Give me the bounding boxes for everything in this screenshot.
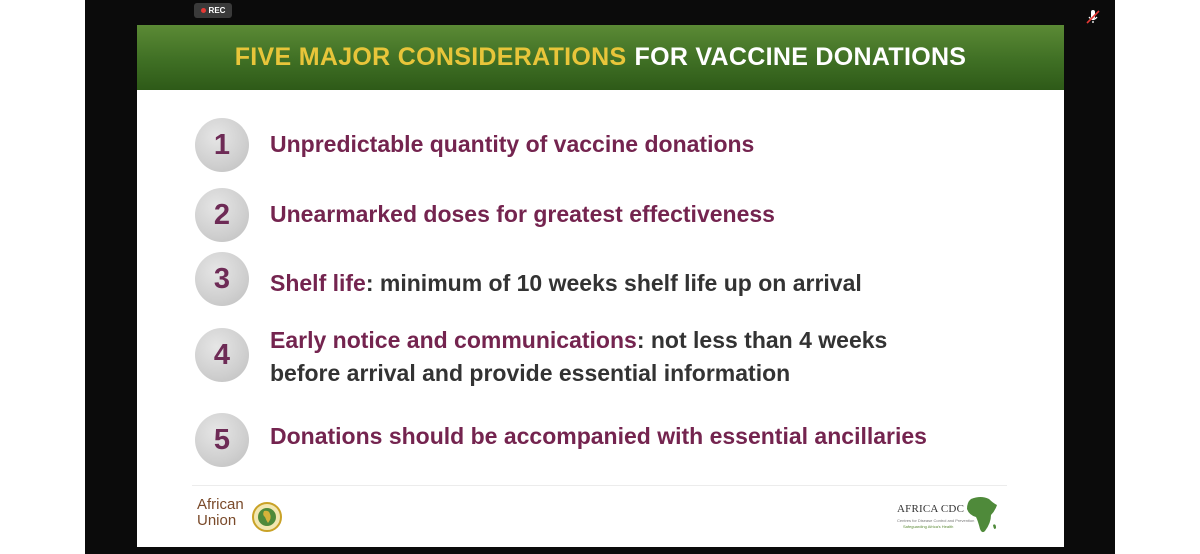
slide-title	[137, 25, 1064, 90]
consideration-item-5	[195, 410, 1055, 470]
number-circle: 3	[195, 252, 249, 306]
slide-title-rest: FOR VACCINE DONATIONS	[634, 43, 967, 71]
consideration-text	[270, 420, 927, 453]
african-union-logo	[197, 495, 297, 537]
number-circle: 2	[195, 188, 249, 242]
number-circle: 4	[195, 328, 249, 382]
consideration-rest: : not less than 4 weeks	[636, 327, 888, 353]
recording-label: REC	[208, 6, 226, 15]
africa-cdc-tagline: Safeguarding Africa's Health	[903, 524, 954, 529]
africa-map-icon	[963, 493, 1003, 537]
consideration-rest: : minimum of 10 weeks shelf life up on arrival	[365, 270, 862, 296]
africa-cdc-wordmark: AFRICA CDC	[897, 503, 965, 515]
au-line-2: Union	[197, 512, 237, 529]
slide-title-highlight: FIVE MAJOR CONSIDERATIONS	[234, 43, 627, 71]
recording-badge	[194, 3, 232, 18]
number-circle: 5	[195, 413, 249, 467]
consideration-item-3	[195, 252, 1055, 312]
consideration-highlight: Unpredictable quantity of vaccine donations	[270, 131, 755, 157]
consideration-item-4	[195, 325, 1055, 395]
record-dot-icon	[201, 8, 206, 13]
consideration-text	[270, 128, 754, 161]
consideration-highlight: Early notice and communications	[270, 327, 637, 353]
footer-divider	[192, 485, 1007, 486]
consideration-text	[270, 198, 775, 231]
african-union-wordmark	[197, 497, 244, 529]
presentation-slide	[137, 25, 1064, 547]
consideration-highlight: Unearmarked doses for greatest effectiveness	[270, 201, 775, 227]
africa-cdc-subtitle: Centres for Disease Control and Prevention	[897, 518, 975, 523]
consideration-text	[270, 267, 862, 300]
african-union-emblem-icon	[251, 501, 283, 533]
africa-cdc-logo	[897, 493, 1007, 539]
consideration-item-1	[195, 115, 1055, 175]
consideration-highlight: Shelf life	[270, 270, 366, 296]
home-indicator[interactable]	[446, 536, 754, 541]
consideration-highlight: Donations should be accompanied with essential ancillaries	[270, 423, 927, 449]
number-circle: 1	[195, 118, 249, 172]
consideration-text	[270, 324, 887, 390]
consideration-item-2	[195, 185, 1055, 245]
au-line-1: African	[197, 496, 244, 513]
consideration-line-2: before arrival and provide essential information	[270, 360, 791, 386]
mic-muted-icon[interactable]	[1082, 6, 1104, 28]
